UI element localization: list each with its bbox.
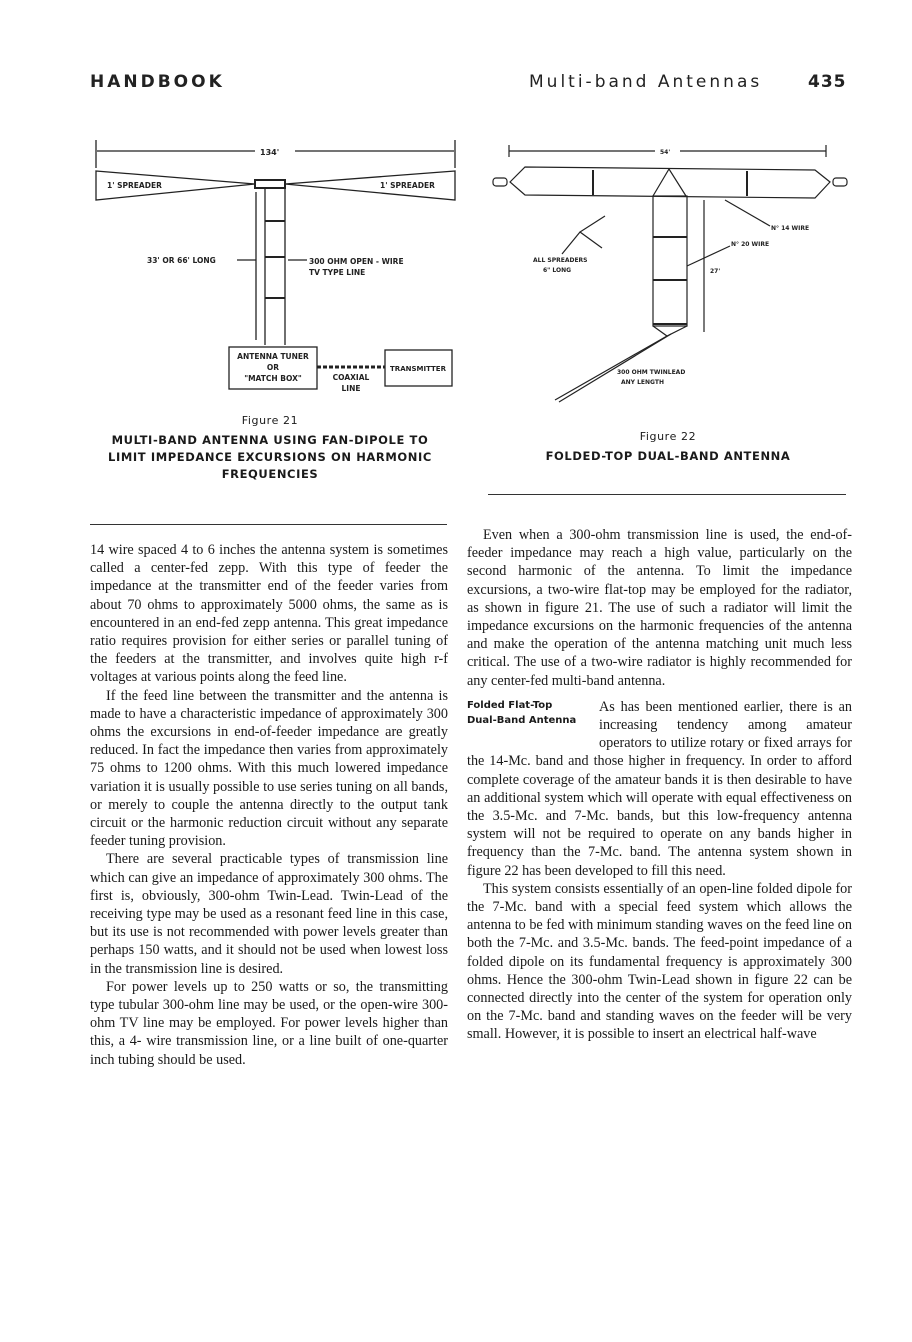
tuner-label: ANTENNA TUNER bbox=[237, 352, 309, 361]
spreader-right-label: 1' SPREADER bbox=[380, 181, 435, 190]
paragraph: This system consists essentially of an open-line folded dipole for the 7-Mc. band with a special feed system which allows the antenna to be fed with minimum standing waves on the feed line on both the 7-Mc. and 3.5-Mc. bands. The feed-point impedance of a folded dipole on its fundamental frequency is approximately 300 ohms. Hence the 300-ohm Twin-Lead shown in figure 22 can be connected directly into the center of the system for operation only on the 7-Mc. band and standing waves on the feeder will be very small. However, it is possible to insert an electrical half-wave bbox=[467, 880, 852, 1043]
paragraph: Even when a 300-ohm transmission line is used, the end-of-feeder impedance may reach a high value, particularly on the second harmonic of the antenna. To limit the impedance excursions, a two-wire flat-top may be employed for the radiator, as shown in figure 21. The use of such a radiator will limit the impedance excursions on the harmonic frequencies of the antenna and make the operation of the antenna matching unit much less critical. The use of a two-wire radiator is highly recommended for any center-fed multi-band antenna. bbox=[467, 527, 852, 689]
figure-21-caption bbox=[100, 412, 440, 483]
spreaders-label: ALL SPREADERS bbox=[533, 257, 588, 264]
left-column bbox=[90, 541, 448, 1069]
spreader-left-label: 1' SPREADER bbox=[107, 181, 162, 190]
figure-22-caption bbox=[488, 428, 848, 465]
tuner-label-3: "MATCH BOX" bbox=[244, 374, 302, 383]
side-heading-line-1: Folded Flat-Top bbox=[467, 699, 553, 711]
paragraph: As has been mentioned earlier, there is an increasing tendency among amateur operators to utilize rotary or fixed arrays for the 14-Mc. band and those higher in frequency. In order to afford complete coverage of the amateur bands it is then desirable to have an additional system which will operate with equal effectiveness on the 3.5-Mc. and 7-Mc. bands, but this low-frequency antenna system will not be required to operate on any bands higher in frequency than the 7-Mc. band. The antenna system shown in figure 22 has been developed to fill this need. bbox=[467, 698, 852, 879]
line-type-label: 300 OHM OPEN - WIRE bbox=[309, 257, 404, 266]
figure-21-diagram bbox=[85, 140, 465, 402]
coax-label-2: LINE bbox=[341, 384, 361, 393]
twinlead-label: 300 OHM TWINLEAD bbox=[617, 369, 686, 376]
divider bbox=[488, 494, 846, 495]
figure-22-number: Figure 22 bbox=[639, 430, 697, 443]
spreaders-label-2: 6" LONG bbox=[543, 267, 572, 274]
height-label: 27' bbox=[710, 268, 721, 275]
figure-21-number: Figure 21 bbox=[241, 414, 299, 427]
section-title: Multi-band Antennas bbox=[529, 72, 763, 92]
paragraph: If the feed line between the transmitter and the antenna is made to have a characteristic impedance of approximately 300 ohms the excursions in end-of-feeder impedance are greatly reduced. In fact the impedance then varies from approximately 75 ohms to 1200 ohms. With this much lowered impedance variation it is usually possible to use series tuning on all bands, or merely to couple the antenna directly to the output tank circuit or the harmonic reduction circuit without any separate feeder tuning provision. bbox=[90, 687, 448, 850]
dimension-label: 134' bbox=[260, 148, 280, 157]
paragraph: There are several practicable types of transmission line which can give an impedance of approximately 300 ohms. The first is, obviously, 300-ohm Twin-Lead. Twin-Lead of the receiving type may be used as a resonant feed line in this case, but its use is not recommended with power levels greater than perhaps 150 watts, and it should not be used when lowest loss in the transmission line is desired. bbox=[90, 851, 448, 977]
paragraph: 14 wire spaced 4 to 6 inches the antenna system is sometimes called a center-fed zepp. With this type of feeder the impedance at the transmitter end of the feeder varies from about 70 ohms to approximately 5000 ohms, the same as is encountered in an end-fed zepp antenna. This great impedance ratio requires provision for either series or parallel tuning of the feeders at the transmitter, and involves quite high r-f voltages at various points along the feed line. bbox=[90, 542, 448, 686]
feeder-length-label: 33' OR 66' LONG bbox=[147, 256, 216, 265]
figure-22-caption-text: FOLDED-TOP DUAL-BAND ANTENNA bbox=[545, 449, 791, 463]
running-head: HANDBOOK bbox=[90, 72, 225, 92]
coax-label: COAXIAL bbox=[332, 373, 370, 382]
dimension-label: 54' bbox=[660, 149, 671, 156]
side-heading-line-2: Dual-Band Antenna bbox=[467, 714, 577, 726]
wire-14-label: N° 14 WIRE bbox=[771, 225, 810, 232]
page-number: 435 bbox=[808, 72, 847, 92]
twinlead-label-2: ANY LENGTH bbox=[621, 379, 664, 386]
transmitter-label: TRANSMITTER bbox=[390, 365, 446, 373]
figure-22-diagram bbox=[485, 140, 855, 415]
paragraph: For power levels up to 250 watts or so, the transmitting type tubular 300-ohm line may be used, or the open-wire 300-ohm TV line may be employed. For power levels higher than this, a 4- wire transmission line, or a line built of one-quarter inch tubing should be used. bbox=[90, 978, 448, 1068]
divider bbox=[90, 524, 447, 525]
wire-20-label: N° 20 WIRE bbox=[731, 241, 770, 248]
tuner-label-2: OR bbox=[266, 363, 280, 372]
right-column bbox=[467, 526, 852, 1044]
side-heading bbox=[467, 698, 599, 750]
line-type-label-2: TV TYPE LINE bbox=[309, 268, 366, 277]
figure-21-caption-text: MULTI-BAND ANTENNA USING FAN-DIPOLE TO LIMIT IMPEDANCE EXCURSIONS ON HARMONIC FREQUENCIES bbox=[108, 433, 432, 481]
